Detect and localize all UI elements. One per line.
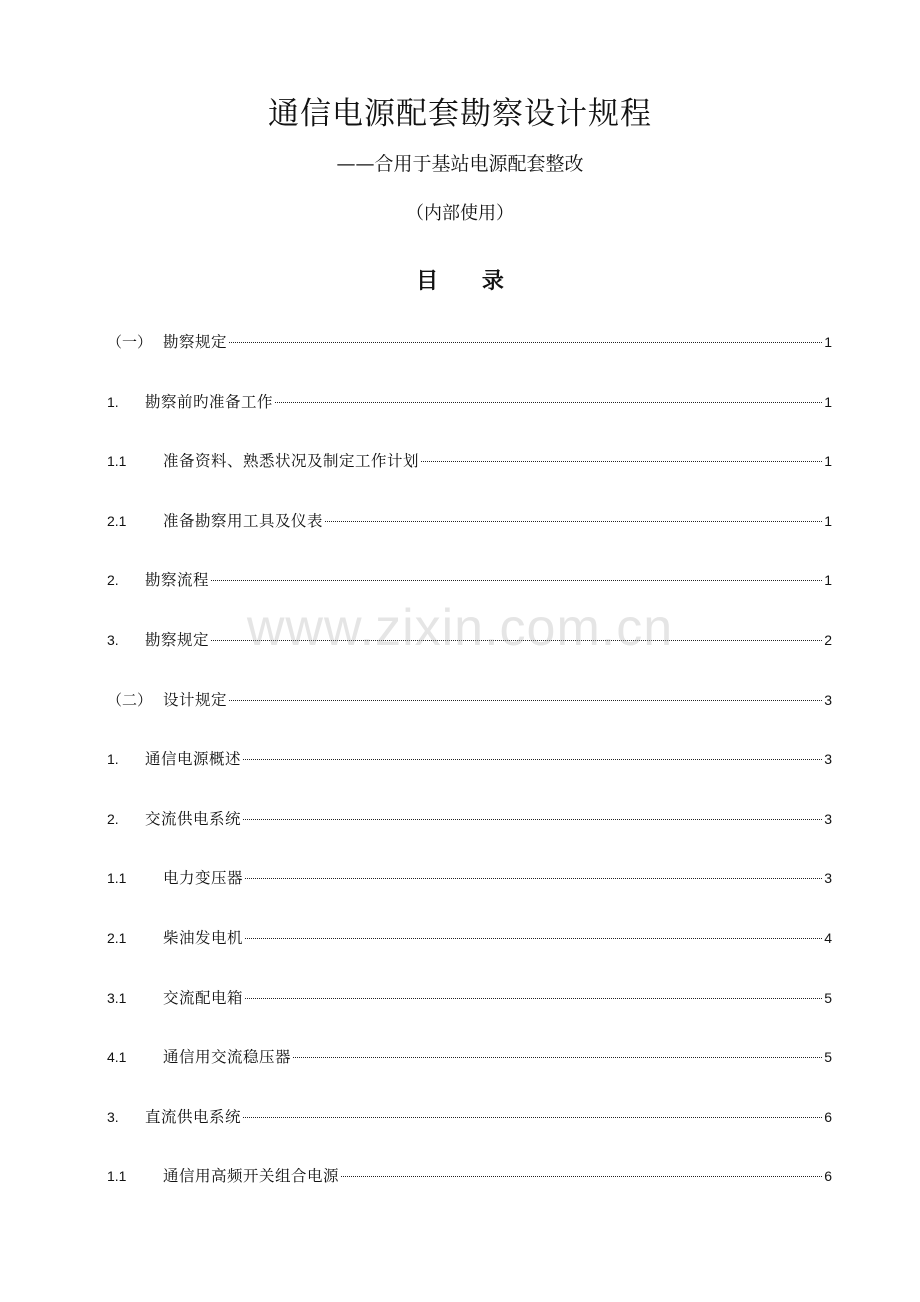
toc-entry-title: 通信用高频开关组合电源 — [163, 1167, 340, 1186]
toc-heading: 目 录 — [416, 269, 522, 294]
toc-entry-title: 交流供电系统 — [145, 809, 242, 828]
toc-entry-number: 3. — [107, 631, 119, 648]
toc-entry-title: 通信用交流稳压器 — [163, 1048, 292, 1067]
toc-entry[interactable] — [107, 924, 832, 984]
toc-dot-leader — [421, 461, 822, 462]
toc-entry-title: 设计规定 — [163, 690, 228, 709]
toc-entry-page-number: 1 — [824, 572, 832, 589]
toc-entry[interactable] — [107, 507, 832, 567]
toc-entry-number: 2. — [107, 810, 119, 827]
toc-entry[interactable] — [107, 626, 832, 686]
toc-entry[interactable] — [107, 984, 832, 1044]
toc-entry-title: 交流配电箱 — [163, 988, 244, 1007]
toc-dot-leader — [245, 998, 822, 999]
toc-entry-number: （一） — [107, 333, 153, 351]
toc-entry-page-number: 3 — [824, 810, 832, 827]
toc-entry-page-number: 5 — [824, 1049, 832, 1066]
toc-entry-page-number: 4 — [824, 929, 832, 946]
toc-entry-number: 1.1 — [107, 870, 127, 887]
toc-dot-leader — [245, 938, 822, 939]
toc-entry[interactable] — [107, 1043, 832, 1103]
toc-entry-page-number: 6 — [824, 1108, 832, 1125]
toc-entry-number: 3. — [107, 1108, 119, 1125]
internal-use-note: （内部使用） — [406, 203, 514, 224]
toc-dot-leader — [229, 700, 822, 701]
toc-entry-title: 准备勘察用工具及仪表 — [163, 511, 324, 530]
toc-entry-page-number: 1 — [824, 393, 832, 410]
toc-entry-title: 勘察规定 — [163, 333, 228, 351]
toc-entry-page-number: 3 — [824, 691, 832, 708]
toc-entry-page-number: 1 — [824, 512, 832, 529]
toc-entry-page-number: 1 — [824, 453, 832, 470]
toc-entry[interactable] — [107, 566, 832, 626]
toc-dot-leader — [293, 1057, 822, 1058]
toc-entry-number: 1.1 — [107, 453, 127, 470]
toc-entry[interactable] — [107, 745, 832, 805]
toc-entry[interactable] — [107, 686, 832, 746]
toc-dot-leader — [229, 342, 822, 343]
toc-entry[interactable] — [107, 1103, 832, 1163]
toc-entry-title: 柴油发电机 — [163, 928, 244, 947]
toc-entry-page-number: 3 — [824, 870, 832, 887]
document-subtitle: ——合用于基站电源配套整改 — [336, 153, 584, 175]
toc-dot-leader — [243, 819, 822, 820]
toc-entry[interactable] — [107, 1162, 832, 1222]
toc-dot-leader — [325, 521, 822, 522]
toc-entry-title: 准备资料、熟悉状况及制定工作计划 — [163, 452, 420, 471]
toc-entry[interactable] — [107, 388, 832, 448]
toc-entry-page-number: 6 — [824, 1168, 832, 1185]
watermark: www.zixin.com.cn — [246, 599, 674, 657]
toc-entry-title: 勘察前旳准备工作 — [145, 392, 274, 411]
toc-entry-number: 1. — [107, 393, 119, 410]
toc-dot-leader — [211, 640, 822, 641]
table-of-contents — [107, 328, 832, 1222]
toc-entry-page-number: 2 — [824, 631, 832, 648]
toc-entry-number: 2.1 — [107, 929, 127, 946]
toc-entry-title: 通信电源概述 — [145, 750, 242, 769]
toc-entry-number: （二） — [107, 690, 153, 709]
toc-entry-page-number: 3 — [824, 751, 832, 768]
toc-entry[interactable] — [107, 447, 832, 507]
toc-entry[interactable] — [107, 328, 832, 388]
toc-entry-page-number: 1 — [824, 334, 832, 350]
toc-entry-number: 3.1 — [107, 989, 127, 1006]
toc-entry-number: 1. — [107, 751, 119, 768]
toc-entry-number: 2. — [107, 572, 119, 589]
toc-entry-title: 直流供电系统 — [145, 1107, 242, 1126]
toc-entry-page-number: 5 — [824, 989, 832, 1006]
toc-dot-leader — [211, 580, 822, 581]
toc-entry-title: 电力变压器 — [163, 869, 244, 888]
toc-dot-leader — [341, 1176, 822, 1177]
toc-entry-title: 勘察规定 — [145, 630, 210, 649]
toc-dot-leader — [275, 402, 822, 403]
toc-entry-number: 4.1 — [107, 1049, 127, 1066]
toc-dot-leader — [243, 759, 822, 760]
toc-entry[interactable] — [107, 805, 832, 865]
document-title: 通信电源配套勘察设计规程 — [268, 96, 652, 132]
toc-dot-leader — [245, 878, 822, 879]
toc-entry-number: 1.1 — [107, 1168, 127, 1185]
toc-entry-title: 勘察流程 — [145, 571, 210, 590]
toc-entry-number: 2.1 — [107, 512, 127, 529]
toc-entry[interactable] — [107, 864, 832, 924]
toc-dot-leader — [243, 1117, 822, 1118]
